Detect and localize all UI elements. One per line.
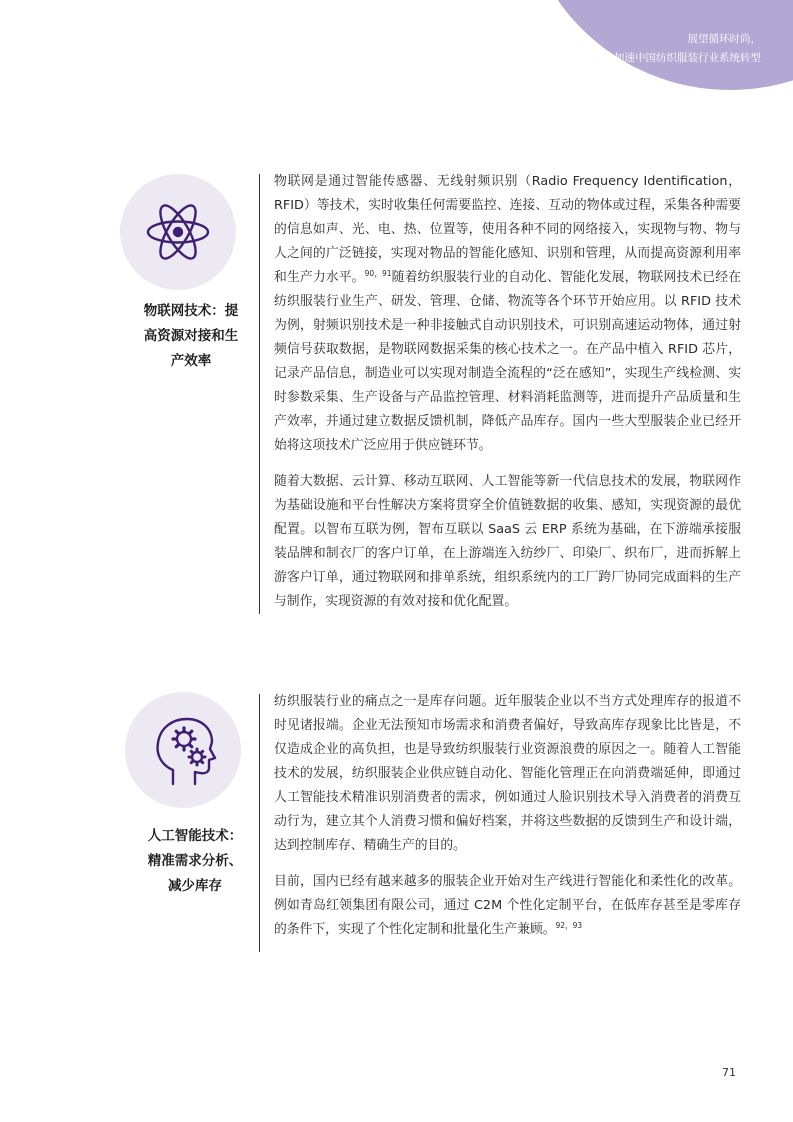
text-run: 物联网是通过智能传感器、无线射频识别（Radio Frequency Identification，RFID）等技术，实时收集任何需要监控、连接、互动的物体或过程，采集各种需要的信息如声、光、电、热、位置等，使用各种不同的网络接入，实现物与物、物与人之间的广泛链接，实现对物品的智能化感知、识别和管理，从而提高资源利用率和生产力水平。 <box>274 174 741 285</box>
title-line: 精准需求分析、 <box>147 853 243 869</box>
title-line: 高资源对接和生 <box>143 328 239 344</box>
title-line: 人工智能技术： <box>147 828 243 844</box>
running-header <box>614 30 761 68</box>
paragraph: 随着大数据、云计算、移动互联网、人工智能等新一代信息技术的发展，物联网作为基础设施和平台性解决方案将贯穿全价值链数据的收集、感知，实现资源的最优配置。以智布互联为例，智布互联以 SaaS 云 ERP 系统为基础，在下游端承接服装品牌和制衣厂的客户订单，在上游端连入纺纱厂、印染厂、织布厂，进而拆解上游客户订单，通过物联网和排单系统，组织系统内的工厂跨厂协同完成面料的生产与制作，实现资源的有效对接和优化配置。 <box>274 474 741 609</box>
section-title-iot <box>126 299 256 374</box>
section-title-ai <box>130 824 260 899</box>
paragraph <box>274 170 741 458</box>
citation-superscript: 92，93 <box>555 921 583 930</box>
paragraph: 纺织服装行业的痛点之一是库存问题。近年服装企业以不当方式处理库存的报道不时见诸报端。企业无法预知市场需求和消费者偏好，导致高库存现象比比皆是，不仅造成企业的高负担，也是导致纺织服装行业资源浪费的原因之一。随着人工智能技术的发展，纺织服装企业供应链自动化、智能化管理正在向消费端延伸，即通过人工智能技术精准识别消费者的需求，例如通过人脸识别技术导入消费者的消费互动行为，建立其个人消费习惯和偏好档案，并将这些数据的反馈到生产和设计端，达到控制库存、精确生产的目的。 <box>274 694 741 853</box>
header-line-1: 展望循环时尚， <box>687 33 761 45</box>
brain-gears-icon <box>143 710 223 790</box>
atom-icon <box>141 195 215 269</box>
paragraph <box>274 870 741 942</box>
title-line: 减少库存 <box>168 878 222 894</box>
header-line-2: 加速中国纺织服装行业系统转型 <box>614 52 761 64</box>
citation-superscript: 90，91 <box>364 269 392 278</box>
section-divider-rule <box>259 694 260 952</box>
section-body-iot <box>274 170 741 614</box>
iot-icon-badge <box>120 174 236 290</box>
text-run: 随着纺织服装行业的自动化、智能化发展，物联网技术已经在纺织服装行业生产、研发、管理、仓储、物流等各个环节开始应用。以 RFID 技术为例，射频识别技术是一种非接触式自动识别技术，可识别高速运动物体，通过射频信号获取数据，是物联网数据采集的核心技术之一。在产品中植入 RFID 芯片，记录产品信息，制造业可以实现对制造全流程的“泛在感知”，实现生产线检测、实时参数采集、生产设备与产品监控管理、材料消耗监测等，进而提升产品质量和生产效率，并通过建立数据反馈机制，降低产品库存。国内一些大型服装企业已经开始将这项技术广泛应用于供应链环节。 <box>274 270 742 453</box>
title-line: 产效率 <box>170 353 212 369</box>
text-run: 目前，国内已经有越来越多的服装企业开始对生产线进行智能化和柔性化的改革。例如青岛红领集团有限公司，通过 C2M 个性化定制平台，在低库存甚至是零库存的条件下，实现了个性化定制和批量化生产兼顾。 <box>274 874 741 937</box>
page-number: 71 <box>722 1066 736 1079</box>
title-line: 物联网技术：提 <box>143 303 239 319</box>
section-body-ai <box>274 690 741 942</box>
ai-icon-badge <box>125 692 241 808</box>
section-divider-rule <box>259 174 260 614</box>
